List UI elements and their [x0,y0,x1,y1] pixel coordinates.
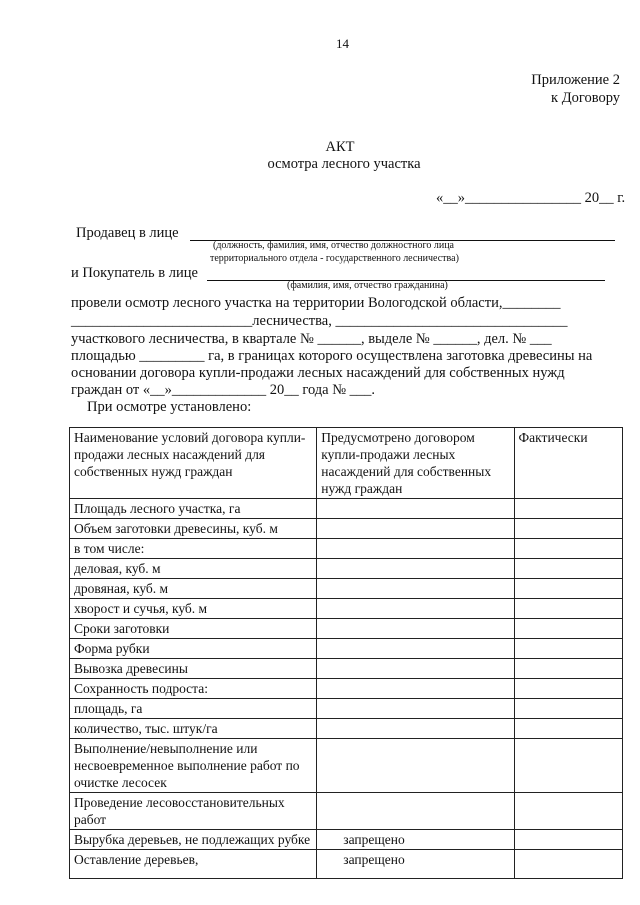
body-line-6: граждан от «__»_____________ 20__ года № ___. [71,382,376,398]
row-planned: запрещено [317,850,514,879]
table-row [70,850,623,879]
buyer-note: (фамилия, имя, отчество гражданина) [287,280,448,291]
row-label: Сохранность подроста: [70,679,317,699]
row-actual [514,659,622,679]
row-planned [317,579,514,599]
table-row [70,639,623,659]
document-subtitle: осмотра лесного участка [267,156,421,172]
appendix-line-1: Приложение 2 [531,72,620,88]
table-row [70,830,623,850]
row-actual [514,499,622,519]
table-row [70,719,623,739]
buyer-label: и Покупатель в лице [71,265,198,281]
row-actual [514,699,622,719]
row-planned [317,659,514,679]
row-label: дровяная, куб. м [70,579,317,599]
row-label: Форма рубки [70,639,317,659]
row-actual [514,739,622,793]
row-label: Сроки заготовки [70,619,317,639]
row-label: Проведение лесовосстановительных работ [70,793,317,830]
table-row [70,679,623,699]
row-actual [514,579,622,599]
row-planned [317,539,514,559]
row-actual [514,719,622,739]
row-label: Вырубка деревьев, не подлежащих рубке [70,830,317,850]
date-month-blank: ________________ [465,190,581,206]
row-planned [317,679,514,699]
table-row [70,793,623,830]
row-planned [317,559,514,579]
row-label: Выполнение/невыполнение или несвоевременное выполнение работ по очистке лесосек [70,739,317,793]
table-row [70,619,623,639]
table-row [70,579,623,599]
row-actual [514,559,622,579]
body-line-7: При осмотре установлено: [87,399,252,415]
header-planned: Предусмотрено договором купли-продажи лесных насаждений для собственных нужд граждан [317,428,514,499]
document-title: АКТ [325,139,355,155]
row-actual [514,639,622,659]
table-row [70,739,623,793]
row-actual [514,679,622,699]
date-day: «__» [436,190,465,206]
row-planned [317,519,514,539]
body-line-3: участкового лесничества, в квартале № ______, выделе № ______, дел. № ___ [71,331,552,347]
table-row [70,499,623,519]
row-planned [317,639,514,659]
row-label: количество, тыс. штук/га [70,719,317,739]
date-year: 20__ г. [584,190,626,206]
row-actual [514,793,622,830]
table-row [70,519,623,539]
inspection-table [69,427,623,879]
table-row [70,699,623,719]
seller-note-1: (должность, фамилия, имя, отчество должностного лица [213,240,454,251]
header-conditions: Наименование условий договора купли-продажи лесных насаждений для собственных нужд граждан [70,428,317,499]
row-planned [317,739,514,793]
table-row [70,559,623,579]
row-actual [514,830,622,850]
seller-label: Продавец в лице [76,225,179,241]
row-actual [514,539,622,559]
body-line-1: провели осмотр лесного участка на территории Вологодской области,________ [71,295,561,311]
row-label: Оставление деревьев, [70,850,317,879]
body-line-5: основании договора купли-продажи лесных насаждений для собственных нужд [71,365,565,381]
date-line [436,190,625,207]
table-row [70,599,623,619]
row-planned: запрещено [317,830,514,850]
body-line-2: _________________________лесничества, ________________________________ [71,313,568,329]
seller-note-2: территориального отдела - государственного лесничества) [210,253,459,264]
page-number: 14 [336,36,349,51]
row-actual [514,619,622,639]
row-actual [514,519,622,539]
body-line-4: площадью _________ га, в границах которого осуществлена заготовка древесины на [71,348,593,364]
table-row [70,539,623,559]
header-actual: Фактически [514,428,622,499]
row-label: Объем заготовки древесины, куб. м [70,519,317,539]
row-label: деловая, куб. м [70,559,317,579]
row-planned [317,699,514,719]
appendix-line-2: к Договору [551,90,620,106]
row-label: площадь, га [70,699,317,719]
row-label: Вывозка древесины [70,659,317,679]
row-label: хворост и сучья, куб. м [70,599,317,619]
row-label: Площадь лесного участка, га [70,499,317,519]
row-planned [317,793,514,830]
row-actual [514,850,622,879]
row-planned [317,719,514,739]
row-planned [317,499,514,519]
row-planned [317,599,514,619]
row-actual [514,599,622,619]
table-header-row [70,428,623,499]
row-planned [317,619,514,639]
table-row [70,659,623,679]
row-label: в том числе: [70,539,317,559]
